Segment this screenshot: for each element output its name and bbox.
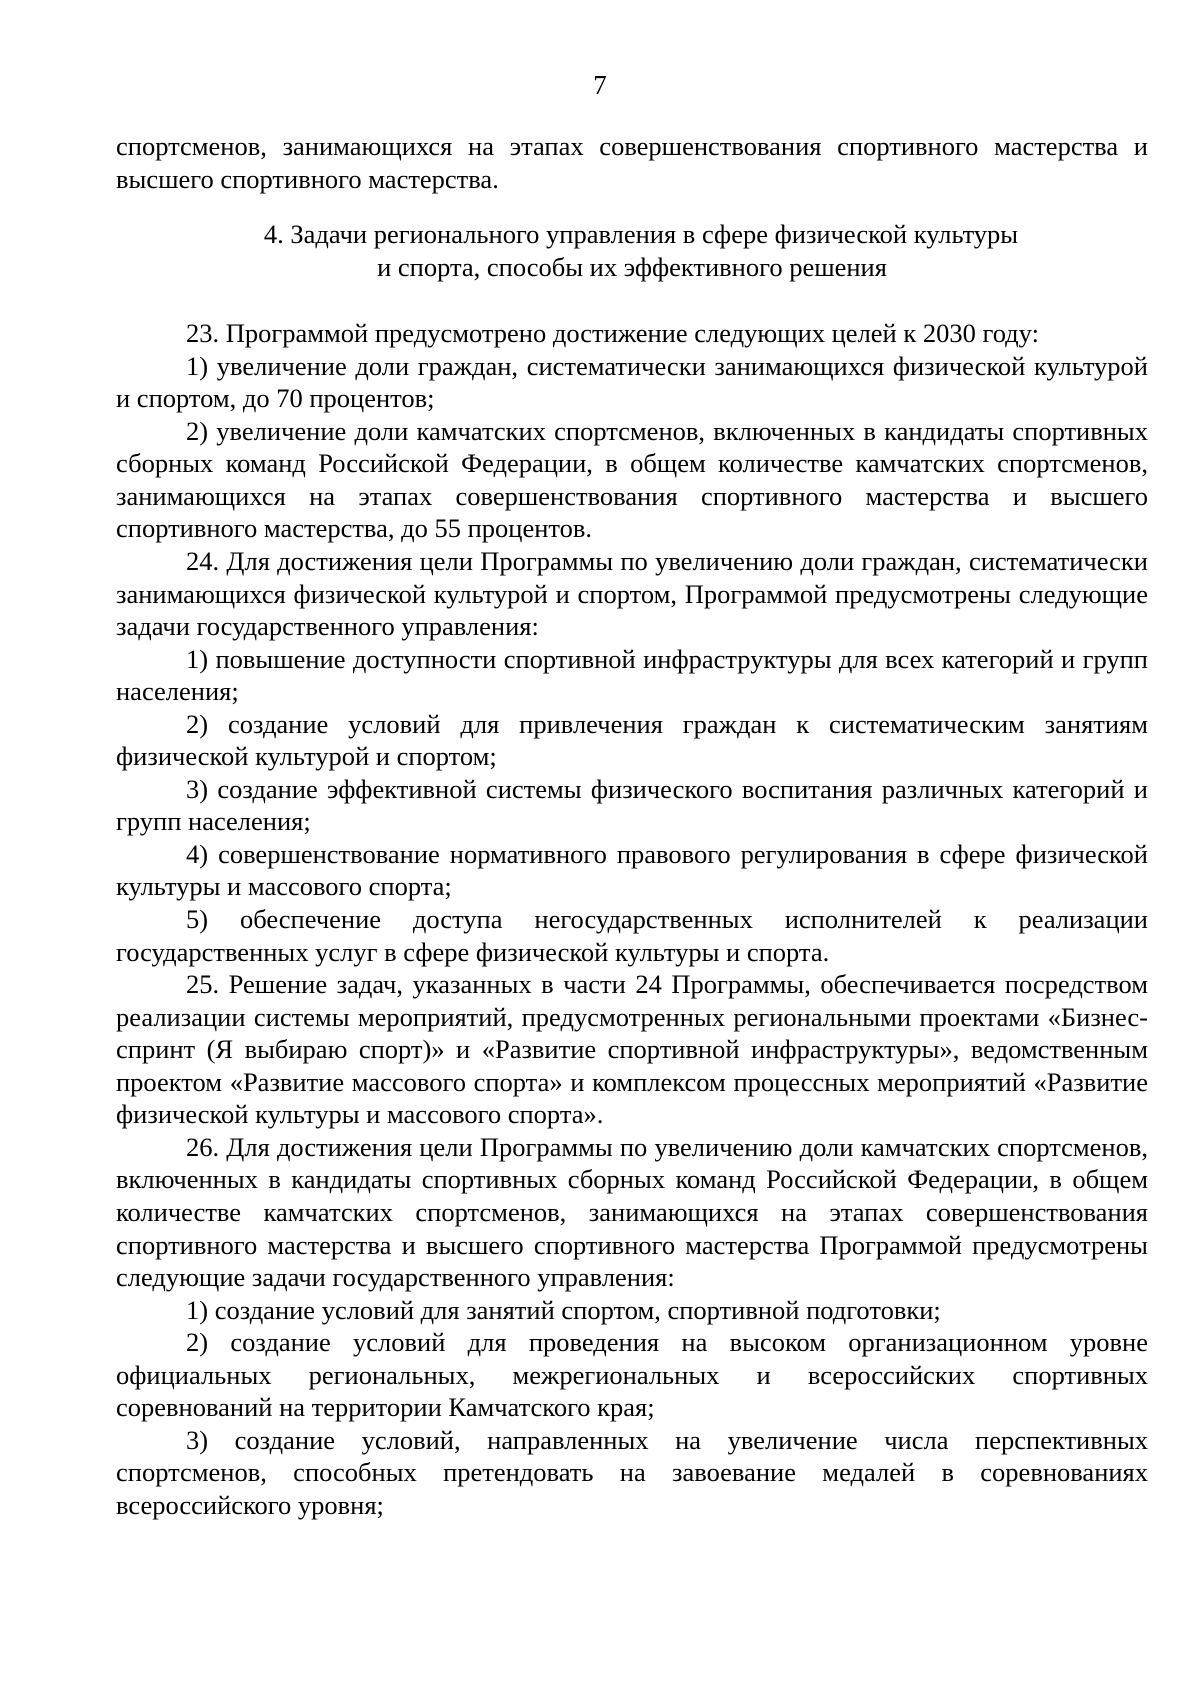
paragraph-24-item-3: 3) создание эффективной системы физического воспитания различных категорий и групп населения;: [116, 773, 1148, 837]
continuation-paragraph: спортсменов, занимающихся на этапах совершенствования спортивного мастерства и высшего спортивного мастерства.: [116, 131, 1148, 194]
paragraph-23-item-1: 1) увеличение доли граждан, систематически занимающихся физической культурой и спортом, до 70 процентов;: [116, 350, 1148, 414]
section-heading-line-1: 4. Задачи регионального управления в сфере физической культуры: [263, 219, 1019, 250]
paragraph-26: 26. Для достижения цели Программы по увеличению доли камчатских спортсменов, включенных в кандидаты спортивных сборных команд Российской Федерации, в общем количестве камчатских спортсменов, занимающихся на этапах совершенствования спортивного мастерства и высшего спортивного мастерства Программой предусмотрены следующие задачи государственного управления:: [116, 1131, 1148, 1293]
paragraph-24-item-4: 4) совершенствование нормативного правового регулирования в сфере физической культуры и массового спорта;: [116, 838, 1148, 902]
paragraph-23-item-2: 2) увеличение доли камчатских спортсменов, включенных в кандидаты спортивных сборных команд Российской Федерации, в общем количестве камчатских спортсменов, занимающихся на этапах совершенствования спортивного мастерства и высшего спортивного мастерства, до 55 процентов.: [116, 415, 1148, 544]
paragraph-25: 25. Решение задач, указанных в части 24 Программы, обеспечивается посредством реализации системы мероприятий, предусмотренных региональными проектами «Бизнес-спринт (Я выбираю спорт)» и «Развитие спортивной инфраструктуры», ведомственным проектом «Развитие массового спорта» и комплексом процессных мероприятий «Развитие физической культуры и массового спорта».: [116, 969, 1148, 1130]
document-body: [116, 130, 1148, 1521]
paragraph-26-item-3: 3) создание условий, направленных на увеличение числа перспективных спортсменов, способных претендовать на завоевание медалей в соревнованиях всероссийского уровня;: [116, 1424, 1148, 1520]
paragraph-26-item-2: 2) создание условий для проведения на высоком организационном уровне официальных региональных, межрегиональных и всероссийских спортивных соревнований на территории Камчатского края;: [116, 1327, 1148, 1423]
paragraph-23: 23. Программой предусмотрено достижение следующих целей к 2030 году:: [186, 318, 1039, 349]
paragraph-24-item-5: 5) обеспечение доступа негосударственных исполнителей к реализации государственных услуг в сфере физической культуры и спорта.: [116, 904, 1148, 967]
paragraph-24-item-1: 1) повышение доступности спортивной инфраструктуры для всех категорий и групп населения;: [116, 643, 1148, 707]
section-heading: [116, 218, 1148, 283]
paragraph-24: 24. Для достижения цели Программы по увеличению доли граждан, систематически занимающихся физической культурой и спортом, Программой предусмотрены следующие задачи государственного управления:: [116, 546, 1148, 642]
paragraph-24-item-2: 2) создание условий для привлечения граждан к систематическим занятиям физической культурой и спортом;: [116, 708, 1148, 772]
section-heading-line-2: и спорта, способы их эффективного решения: [377, 251, 887, 282]
paragraph-26-item-1: 1) создание условий для занятий спортом, спортивной подготовки;: [186, 1294, 941, 1325]
page-number: 7: [593, 70, 607, 100]
